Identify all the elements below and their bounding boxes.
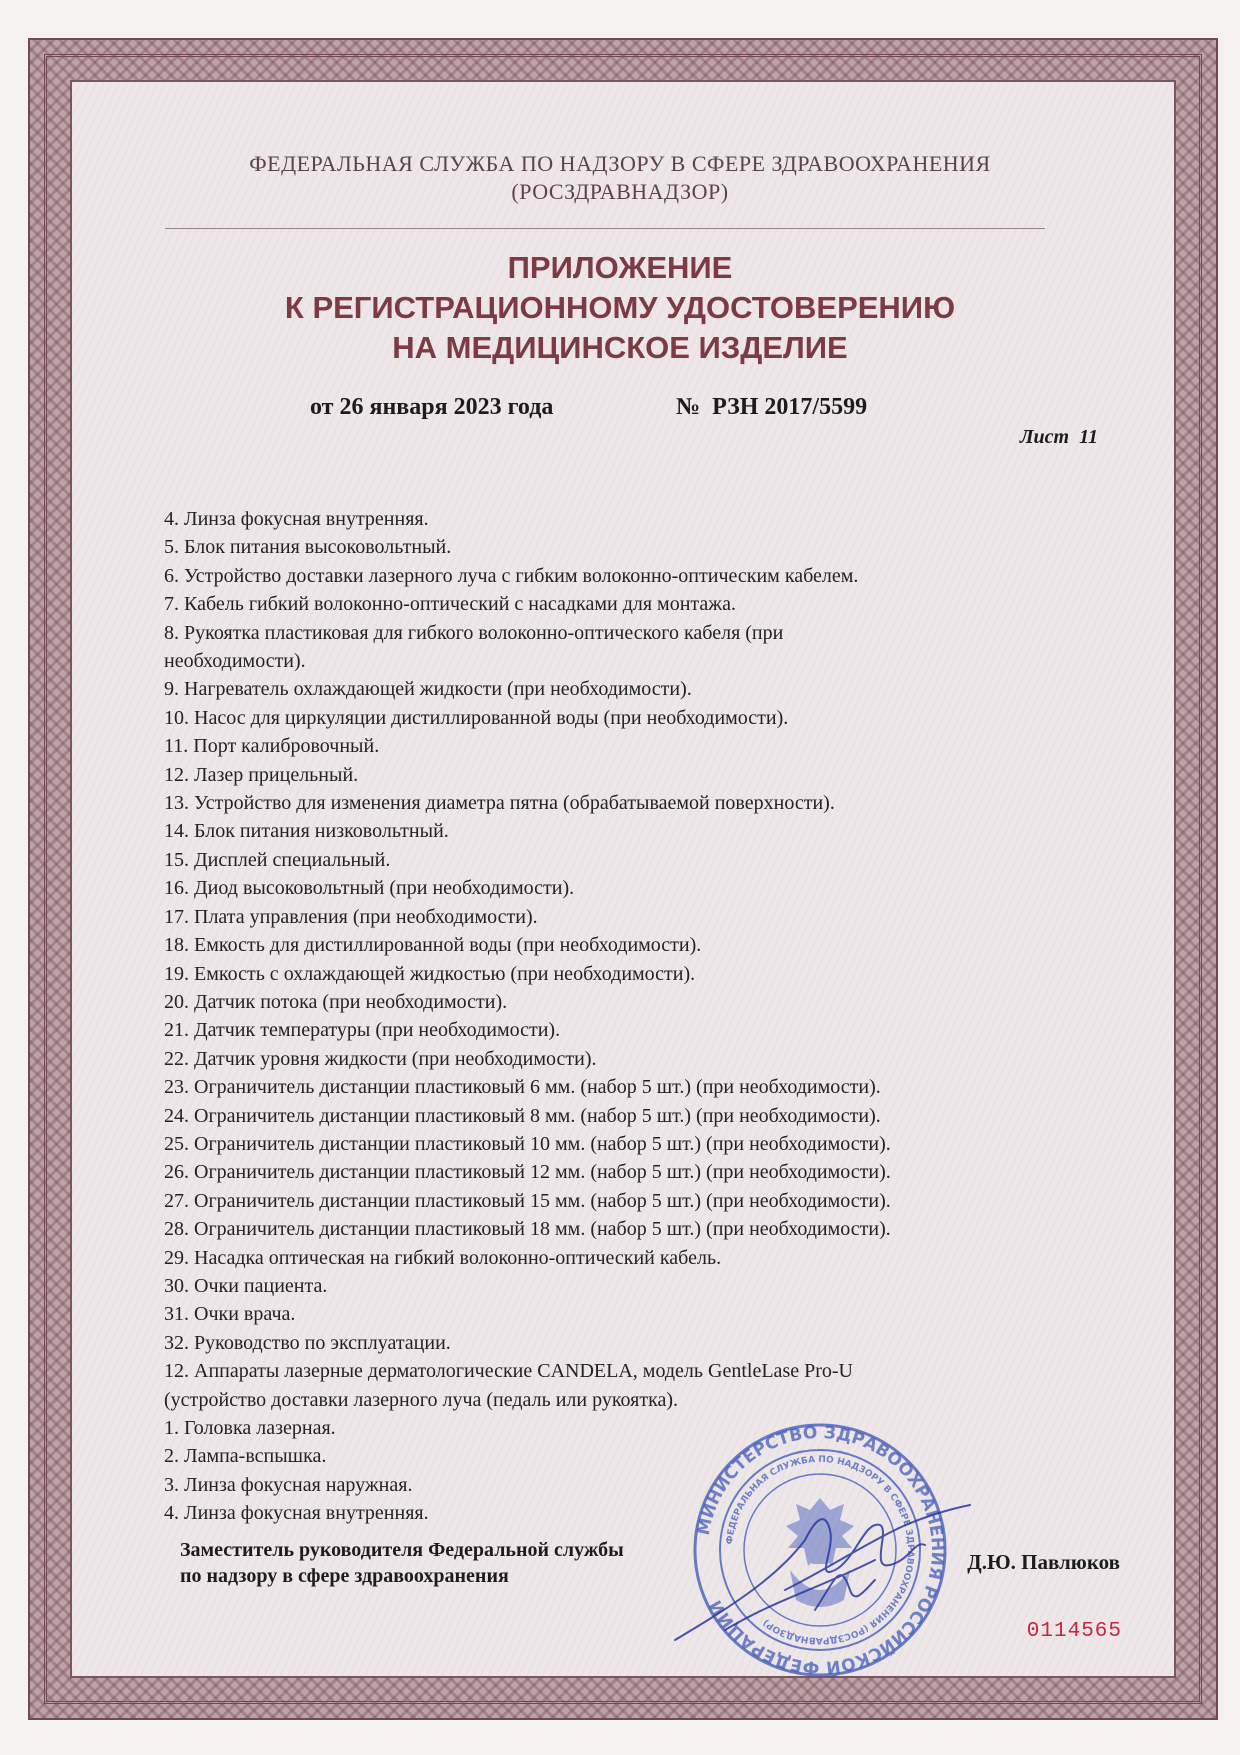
agency-name: ФЕДЕРАЛЬНАЯ СЛУЖБА ПО НАДЗОРУ В СФЕРЕ ЗДРАВООХРАНЕНИЯ (249, 151, 991, 176)
form-serial-number: 0114565 (1026, 1620, 1122, 1643)
title-line-1: ПРИЛОЖЕНИЕ (507, 250, 733, 285)
registration-number-line (676, 394, 867, 421)
list-item: 29. Насадка оптическая на гибкий волоконно-оптический кабель. (164, 1246, 722, 1269)
list-item: 17. Плата управления (при необходимости). (164, 905, 538, 928)
position-line-1: Заместитель руководителя Федеральной службы (180, 1539, 624, 1561)
list-item: 15. Дисплей специальный. (164, 848, 391, 871)
list-item: 5. Блок питания высоковольтный. (164, 536, 452, 559)
list-item: 8. Рукоятка пластиковая для гибкого волоконно-оптического кабеля (при (164, 621, 784, 644)
list-item: 12. Аппараты лазерные дерматологические CANDELA, модель GentleLase Pro-U (164, 1360, 853, 1383)
list-item: 18. Емкость для дистиллированной воды (при необходимости). (164, 934, 702, 957)
list-item: 25. Ограничитель дистанции пластиковый 10 мм. (набор 5 шт.) (при необходимости). (164, 1132, 891, 1155)
list-item: 21. Датчик температуры (при необходимости). (164, 1019, 561, 1042)
sheet-value: 11 (1079, 426, 1098, 448)
seal-outer-text: МИНИСТЕРСТВО ЗДРАВООХРАНЕНИЯ РОССИЙСКОЙ ФЕДЕРАЦИИ (693, 1422, 948, 1678)
component-list (164, 505, 1094, 1528)
list-item: необходимости). (164, 650, 306, 673)
list-item: 23. Ограничитель дистанции пластиковый 6 мм. (набор 5 шт.) (при необходимости). (164, 1076, 881, 1099)
date-line (310, 394, 553, 421)
signatory-name: Д.Ю. Павлюков (967, 1550, 1120, 1574)
list-item: 19. Емкость с охлаждающей жидкостью (при необходимости). (164, 962, 696, 985)
agency-abbreviation: (РОСЗДРАВНАДЗОР) (511, 179, 729, 204)
list-item: 24. Ограничитель дистанции пластиковый 8 мм. (набор 5 шт.) (при необходимости). (164, 1104, 881, 1127)
list-item: 27. Ограничитель дистанции пластиковый 15 мм. (набор 5 шт.) (при необходимости). (164, 1189, 891, 1212)
list-item: 7. Кабель гибкий волоконно-оптический с насадками для монтажа. (164, 593, 736, 616)
list-item: 31. Очки врача. (164, 1303, 296, 1326)
list-item: 4. Линза фокусная внутренняя. (164, 1502, 429, 1525)
list-item: 9. Нагреватель охлаждающей жидкости (при необходимости). (164, 678, 692, 701)
seal-inner-text: ФЕДЕРАЛЬНАЯ СЛУЖБА ПО НАДЗОРУ В СФЕРЕ ЗДРАВООХРАНЕНИЯ (РОСЗДРАВНАДЗОР) (725, 1454, 916, 1646)
list-item: 12. Лазер прицельный. (164, 763, 359, 786)
list-item: 30. Очки пациента. (164, 1274, 328, 1297)
list-item: 13. Устройство для изменения диаметра пятна (обрабатываемой поверхности). (164, 792, 835, 815)
list-item: 2. Лампа-вспышка. (164, 1445, 327, 1468)
list-item: 26. Ограничитель дистанции пластиковый 12 мм. (набор 5 шт.) (при необходимости). (164, 1161, 891, 1184)
list-item: 28. Ограничитель дистанции пластиковый 18 мм. (набор 5 шт.) (при необходимости). (164, 1218, 891, 1241)
list-item: 32. Руководство по эксплуатации. (164, 1331, 451, 1354)
sheet-number (1020, 426, 1098, 449)
signatory-position (180, 1537, 624, 1589)
sheet-label: Лист (1019, 426, 1070, 448)
list-item: 10. Насос для циркуляции дистиллированной воды (при необходимости). (164, 706, 789, 729)
registration-number: РЗН 2017/5599 (712, 394, 868, 420)
handwritten-signature (665, 1470, 985, 1650)
title-line-3: НА МЕДИЦИНСКОЕ ИЗДЕЛИЕ (392, 330, 848, 365)
header-divider (165, 228, 1045, 229)
list-item: 11. Порт калибровочный. (164, 735, 380, 758)
list-item: 3. Линза фокусная наружная. (164, 1473, 413, 1496)
list-item: 14. Блок питания низковольтный. (164, 820, 449, 843)
list-item: 1. Головка лазерная. (164, 1417, 336, 1439)
date-prefix: от (310, 394, 334, 420)
agency-header (0, 150, 1240, 206)
list-item: 22. Датчик уровня жидкости (при необходимости). (164, 1047, 597, 1070)
number-sign: № (676, 394, 701, 420)
list-item: 16. Диод высоковольтный (при необходимости). (164, 877, 575, 900)
list-item: (устройство доставки лазерного луча (педаль или рукоятка). (164, 1388, 679, 1411)
list-item: 20. Датчик потока (при необходимости). (164, 990, 508, 1013)
document-title (0, 248, 1240, 368)
list-item: 4. Линза фокусная внутренняя. (164, 508, 429, 530)
list-item: 6. Устройство доставки лазерного луча с гибким волоконно-оптическим кабелем. (164, 564, 859, 587)
position-line-2: по надзору в сфере здравоохранения (180, 1565, 509, 1587)
registration-date: 26 января 2023 года (339, 394, 554, 420)
title-line-2: К РЕГИСТРАЦИОННОМУ УДОСТОВЕРЕНИЮ (284, 290, 956, 325)
